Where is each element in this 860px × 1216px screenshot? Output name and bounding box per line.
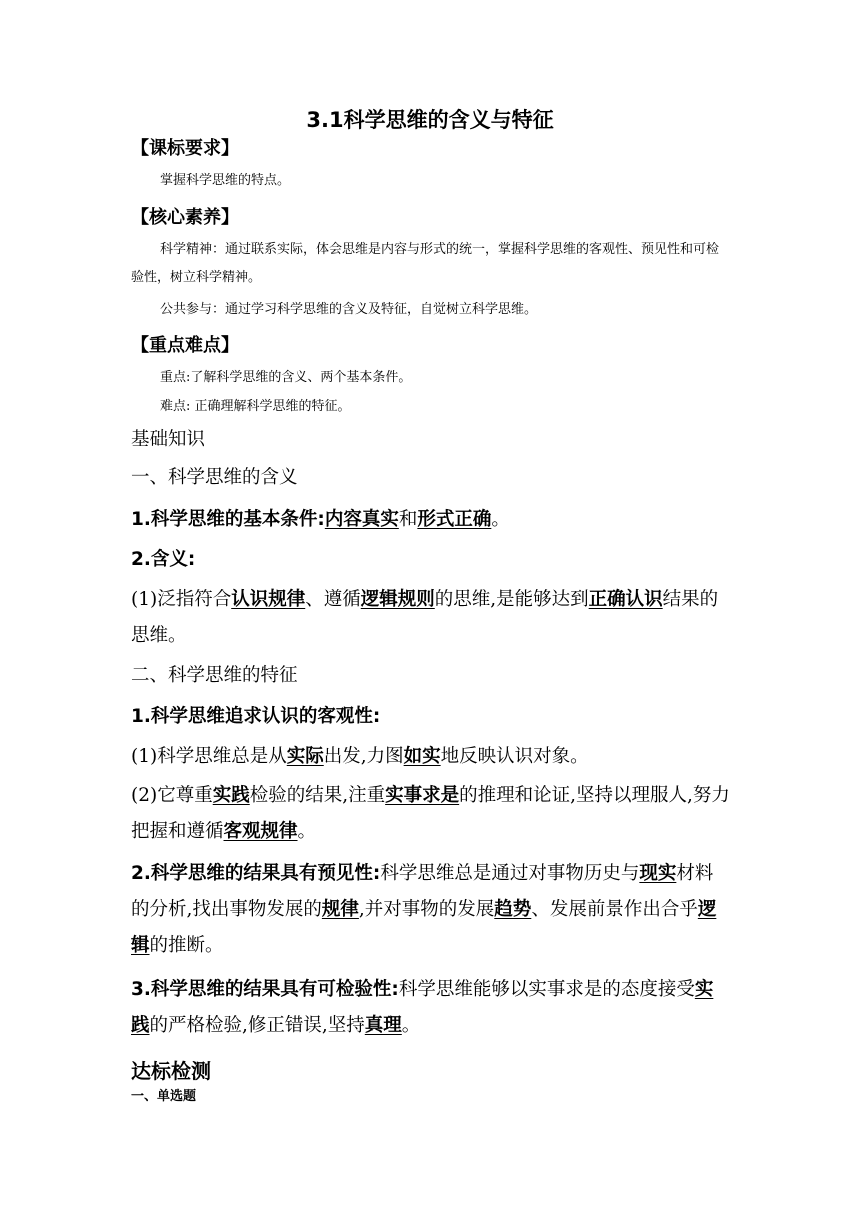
feature-1a-text-1: (1)科学思维总是从 bbox=[131, 746, 287, 767]
section-heading-hexin: 【核心素养】 bbox=[131, 207, 239, 228]
feature-3 bbox=[131, 972, 731, 1044]
jichu-item-1 bbox=[131, 502, 731, 538]
blank-luojiguize: 逻辑规则 bbox=[360, 589, 435, 610]
item-1-lead: 1.科学思维的基本条件: bbox=[131, 509, 325, 530]
feature-1b-text-2: 检验的结果,注重 bbox=[249, 785, 386, 806]
item-2a-text-3: 的思维,是能够达到 bbox=[434, 589, 589, 610]
kebiao-text: 掌握科学思维的特点。 bbox=[160, 173, 291, 188]
blank-shishiqiushi: 实事求是 bbox=[385, 785, 460, 806]
blank-shiji: 实际 bbox=[286, 746, 324, 767]
feature-2-text-5: 的推断。 bbox=[149, 935, 224, 956]
jichu-item-2 bbox=[131, 542, 731, 578]
feature-2-text-1: 科学思维总是通过对事物历史与 bbox=[380, 863, 640, 884]
feature-3-text-1: 科学思维能够以实事求是的态度接受 bbox=[398, 979, 695, 1000]
item-2a-text-2: 、遵循 bbox=[305, 589, 361, 610]
feature-1b-text-3: 的推理和论证,坚持以理服人,努力把握和遵循 bbox=[131, 785, 730, 842]
hexin-paragraph-1: 科学精神：通过联系实际，体会思维是内容与形式的统一，掌握科学思维的客观性、预见性和可检验性，树立科学精神。 bbox=[131, 242, 720, 285]
feature-1b-text-4: 。 bbox=[297, 821, 317, 842]
dabiao-subheading: 一、单选题 bbox=[131, 1089, 197, 1104]
blank-shijian: 实践 bbox=[212, 785, 250, 806]
zhongdian-paragraph-2: 难点: 正确理解科学思维的特征。 bbox=[160, 399, 351, 414]
feature-2-text-3: ,并对事物的发展 bbox=[358, 899, 495, 920]
jichu-section-1: 一、科学思维的含义 bbox=[131, 467, 298, 488]
feature-1 bbox=[131, 699, 731, 735]
feature-2 bbox=[131, 856, 731, 964]
feature-1-lead: 1.科学思维追求认识的客观性: bbox=[131, 706, 381, 727]
jichu-section-2: 二、科学思维的特征 bbox=[131, 665, 298, 686]
blank-neirongzhenshi: 内容真实 bbox=[324, 509, 399, 530]
blank-keguanguilv: 客观规律 bbox=[223, 821, 298, 842]
blank-luoji: 逻辑 bbox=[131, 899, 717, 956]
jichu-item-2a bbox=[131, 582, 731, 654]
blank-xingshizhengque: 形式正确 bbox=[417, 509, 492, 530]
blank-renshiguilv: 认识规律 bbox=[231, 589, 306, 610]
blank-guilv: 规律 bbox=[321, 899, 359, 920]
feature-2-text-4: 、发展前景作出合乎 bbox=[531, 899, 698, 920]
page-title: 3.1科学思维的含义与特征 bbox=[306, 108, 554, 132]
feature-3-lead: 3.科学思维的结果具有可检验性: bbox=[131, 979, 399, 1000]
blank-qushi: 趋势 bbox=[494, 899, 532, 920]
feature-3-text-3: 。 bbox=[401, 1015, 421, 1036]
jichu-heading: 基础知识 bbox=[131, 429, 206, 450]
item-2a-text-1: (1)泛指符合 bbox=[131, 589, 232, 610]
feature-1a-text-3: 地反映认识对象。 bbox=[440, 746, 589, 767]
blank-xianshi: 现实 bbox=[639, 863, 677, 884]
feature-2-text-2: 材料的分析,找出事物发展的 bbox=[131, 863, 714, 920]
zhongdian-paragraph-1: 重点:了解科学思维的含义、两个基本条件。 bbox=[160, 370, 412, 385]
hexin-paragraph-2: 公共参与：通过学习科学思维的含义及特征，自觉树立科学思维。 bbox=[160, 302, 538, 317]
item-2-lead: 2.含义: bbox=[131, 549, 196, 570]
feature-3-text-2: 的严格检验,修正错误,坚持 bbox=[149, 1015, 365, 1036]
dabiao-heading: 达标检测 bbox=[131, 1059, 211, 1083]
item-1-text: 和 bbox=[398, 509, 418, 530]
feature-1a bbox=[131, 739, 731, 775]
feature-1b-text-1: (2)它尊重 bbox=[131, 785, 213, 806]
blank-zhenli: 真理 bbox=[364, 1015, 402, 1036]
item-1-end: 。 bbox=[491, 509, 510, 530]
feature-1a-text-2: 出发,力图 bbox=[323, 746, 404, 767]
section-heading-kebiao: 【课标要求】 bbox=[131, 138, 239, 159]
blank-shijian-2: 实践 bbox=[131, 979, 714, 1036]
feature-1b bbox=[131, 778, 731, 850]
blank-zhengquerenshi: 正确认识 bbox=[588, 589, 663, 610]
blank-rushi: 如实 bbox=[403, 746, 441, 767]
feature-2-lead: 2.科学思维的结果具有预见性: bbox=[131, 863, 381, 884]
section-heading-zhongdian: 【重点难点】 bbox=[131, 335, 239, 356]
item-2a-text-4: 结果的思维。 bbox=[131, 589, 719, 646]
